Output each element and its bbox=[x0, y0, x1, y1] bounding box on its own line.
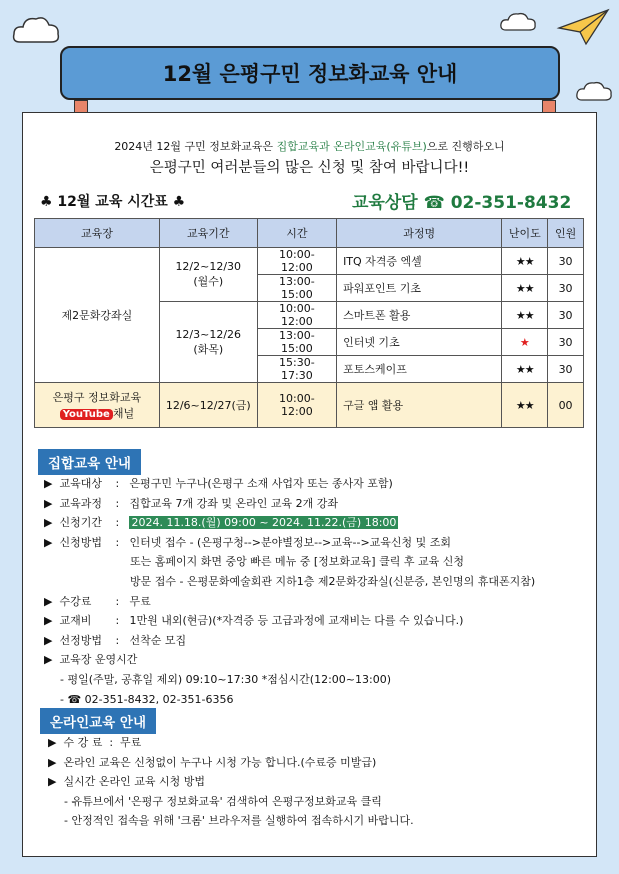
intro-line-2: 은평구민 여러분들의 많은 신청 및 참여 바랍니다!! bbox=[149, 160, 470, 176]
item-label: 신청기간 bbox=[59, 516, 102, 530]
item-value: 은평구민 누구나(은평구 소재 사업자 또는 종사자 포함) bbox=[129, 477, 393, 490]
item-label: 교재비 bbox=[59, 614, 92, 628]
period-days: (월수) bbox=[193, 275, 224, 288]
time-cell: 10:00-12:00 bbox=[257, 302, 336, 329]
course-cell: 스마트폰 활용 bbox=[337, 302, 502, 329]
count-cell: 30 bbox=[548, 356, 584, 383]
item-value: 인터넷 접수 - (은평구청-->분야별정보-->교육-->교육신청 및 조회 bbox=[129, 535, 452, 549]
hours-line-2: - ☎ 02-351-8432, 02-351-6356 bbox=[60, 692, 234, 706]
channel-suffix: 채널 bbox=[112, 407, 135, 420]
contact-phone: 교육상담 ☎ 02-351-8432 bbox=[352, 193, 572, 213]
intro-line-1 bbox=[0, 138, 619, 154]
online-sub-1: - 유튜브에서 '은평구 정보화교육' 검색하여 은평구정보화교육 클릭 bbox=[64, 794, 382, 808]
list-item: ▶ 수 강 료 : 무료 bbox=[48, 736, 142, 749]
offline-section-tag: 집합교육 안내 bbox=[38, 449, 141, 475]
course-cell: 파워포인트 기초 bbox=[337, 275, 502, 302]
offline-info-list bbox=[44, 474, 535, 709]
count-cell: 30 bbox=[548, 329, 584, 356]
item-label: 교육대상 bbox=[59, 477, 102, 490]
list-item: ▶ 수강료 : 무료 bbox=[44, 592, 535, 612]
level-cell: ★★ bbox=[502, 248, 548, 275]
list-item: ▶ 신청방법 : 인터넷 접수 - (은평구청-->분야별정보-->교육-->교육신청 및 조회 bbox=[44, 533, 535, 553]
list-item: ▶ 온라인 교육은 신청없이 누구나 시청 가능 합니다.(수료증 미발급) bbox=[48, 755, 377, 769]
period-dates: 12/3~12/26 bbox=[175, 327, 242, 341]
item-label: 수강료 bbox=[59, 594, 92, 608]
time-cell: 15:30-17:30 bbox=[257, 356, 336, 383]
period-dates: 12/2~12/30 bbox=[175, 260, 242, 273]
cloud-icon bbox=[498, 10, 538, 34]
item-value: 1만원 내외(현금)(*자격증 등 고급과정에 교재비는 다를 수 있습니다.) bbox=[129, 614, 464, 628]
list-item: ▶ 신청기간 : 2024. 11.18.(월) 09:00 ~ 2024. 11.22.(금) 18:00 bbox=[44, 513, 535, 533]
time-cell: 13:00-15:00 bbox=[257, 329, 336, 356]
header-time: 시간 bbox=[257, 219, 336, 248]
count-cell: 30 bbox=[548, 302, 584, 329]
item-label: 선정방법 bbox=[59, 633, 102, 647]
online-venue-name: 은평구 정보화교육 bbox=[52, 391, 142, 404]
header-venue: 교육장 bbox=[35, 219, 160, 248]
table-row bbox=[35, 248, 584, 275]
item-label: 수 강 료 bbox=[63, 736, 103, 749]
level-cell: ★★ bbox=[502, 302, 548, 329]
list-item: ▶ 교육대상 : 은평구민 누구나(은평구 소재 사업자 또는 종사자 포함) bbox=[44, 474, 535, 494]
item-value: 집합교육 7개 강좌 및 온라인 교육 2개 강좌 bbox=[129, 496, 338, 510]
online-sub-2: - 안정적인 접속을 위해 '크롬' 브라우저를 실행하여 접속하시기 바랍니다. bbox=[64, 814, 414, 828]
venue-cell: 제2문화강좌실 bbox=[35, 248, 160, 383]
cloud-icon bbox=[10, 12, 62, 48]
count-cell: 30 bbox=[548, 248, 584, 275]
page-title bbox=[60, 46, 560, 100]
list-item: ▶ 교육장 운영시간 bbox=[44, 653, 138, 667]
period-cell bbox=[159, 302, 257, 383]
course-cell: ITQ 자격증 엑셀 bbox=[337, 248, 502, 275]
period-cell: 12/6~12/27(금) bbox=[159, 383, 257, 428]
time-cell: 10:00-12:00 bbox=[257, 383, 336, 428]
cloud-icon bbox=[574, 78, 614, 104]
header-level: 난이도 bbox=[502, 219, 548, 248]
course-cell: 구글 앱 활용 bbox=[337, 383, 502, 428]
intro-text-end: 으로 진행하오니 bbox=[426, 140, 505, 153]
header-course: 과정명 bbox=[337, 219, 502, 248]
item-value: 무료 bbox=[120, 736, 142, 749]
course-cell: 인터넷 기초 bbox=[337, 329, 502, 356]
count-cell: 30 bbox=[548, 275, 584, 302]
intro-text: 2024년 12월 구민 정보화교육은 bbox=[114, 140, 277, 153]
method-line-2: 또는 홈페이지 화면 중앙 빠른 메뉴 중 [정보화교육] 클릭 후 교육 신청 bbox=[130, 555, 464, 569]
schedule-table bbox=[34, 218, 584, 428]
level-cell: ★★ bbox=[502, 275, 548, 302]
header-period: 교육기간 bbox=[159, 219, 257, 248]
list-item: ▶ 선정방법 : 선착순 모집 bbox=[44, 631, 535, 651]
level-cell: ★ bbox=[502, 329, 548, 356]
hours-line-1: - 평일(주말, 공휴일 제외) 09:10~17:30 *점심시간(12:00~13:00) bbox=[60, 672, 391, 686]
page-title-text: 12월 은평구민 정보화교육 안내 bbox=[162, 62, 458, 86]
level-cell: ★★ bbox=[502, 356, 548, 383]
intro-highlight: 집합교육과 온라인교육(유튜브) bbox=[276, 140, 427, 153]
item-value: 온라인 교육은 신청없이 누구나 시청 가능 합니다.(수료증 미발급) bbox=[63, 755, 377, 769]
course-cell: 포토스케이프 bbox=[337, 356, 502, 383]
item-value: 선착순 모집 bbox=[129, 633, 187, 647]
time-cell: 10:00-12:00 bbox=[257, 248, 336, 275]
application-period-highlight: 2024. 11.18.(월) 09:00 ~ 2024. 11.22.(금) 18:00 bbox=[131, 516, 397, 530]
method-line-3: 방문 접수 - 은평문화예술회관 지하1층 제2문화강좌실(신분증, 본인명의 휴대폰지참) bbox=[130, 574, 536, 588]
header-count: 인원 bbox=[548, 219, 584, 248]
time-cell: 13:00-15:00 bbox=[257, 275, 336, 302]
online-info-list bbox=[48, 733, 414, 831]
item-value: 실시간 온라인 교육 시청 방법 bbox=[63, 775, 205, 789]
count-cell: 00 bbox=[548, 383, 584, 428]
item-label: 교육과정 bbox=[59, 496, 102, 510]
table-row-online bbox=[35, 383, 584, 428]
item-label: 교육장 운영시간 bbox=[59, 653, 138, 667]
list-item: ▶ 실시간 온라인 교육 시청 방법 bbox=[48, 775, 205, 789]
list-item: ▶ 교육과정 : 집합교육 7개 강좌 및 온라인 교육 2개 강좌 bbox=[44, 494, 535, 514]
schedule-title: ♣ 12월 교육 시간표 ♣ bbox=[40, 194, 186, 210]
youtube-channel bbox=[41, 405, 153, 421]
level-cell: ★★ bbox=[502, 383, 548, 428]
paper-plane-icon bbox=[556, 6, 612, 48]
item-label: 신청방법 bbox=[59, 535, 102, 549]
period-days: (화목) bbox=[193, 342, 224, 356]
item-value: 무료 bbox=[129, 594, 151, 608]
youtube-icon: YouTube bbox=[60, 409, 113, 420]
table-header-row bbox=[35, 219, 584, 248]
period-cell bbox=[159, 248, 257, 302]
list-item: ▶ 교재비 : 1만원 내외(현금)(*자격증 등 고급과정에 교재비는 다를 수 있습니다.) bbox=[44, 611, 535, 631]
online-venue-cell bbox=[35, 383, 160, 428]
online-section-tag: 온라인교육 안내 bbox=[40, 708, 156, 734]
